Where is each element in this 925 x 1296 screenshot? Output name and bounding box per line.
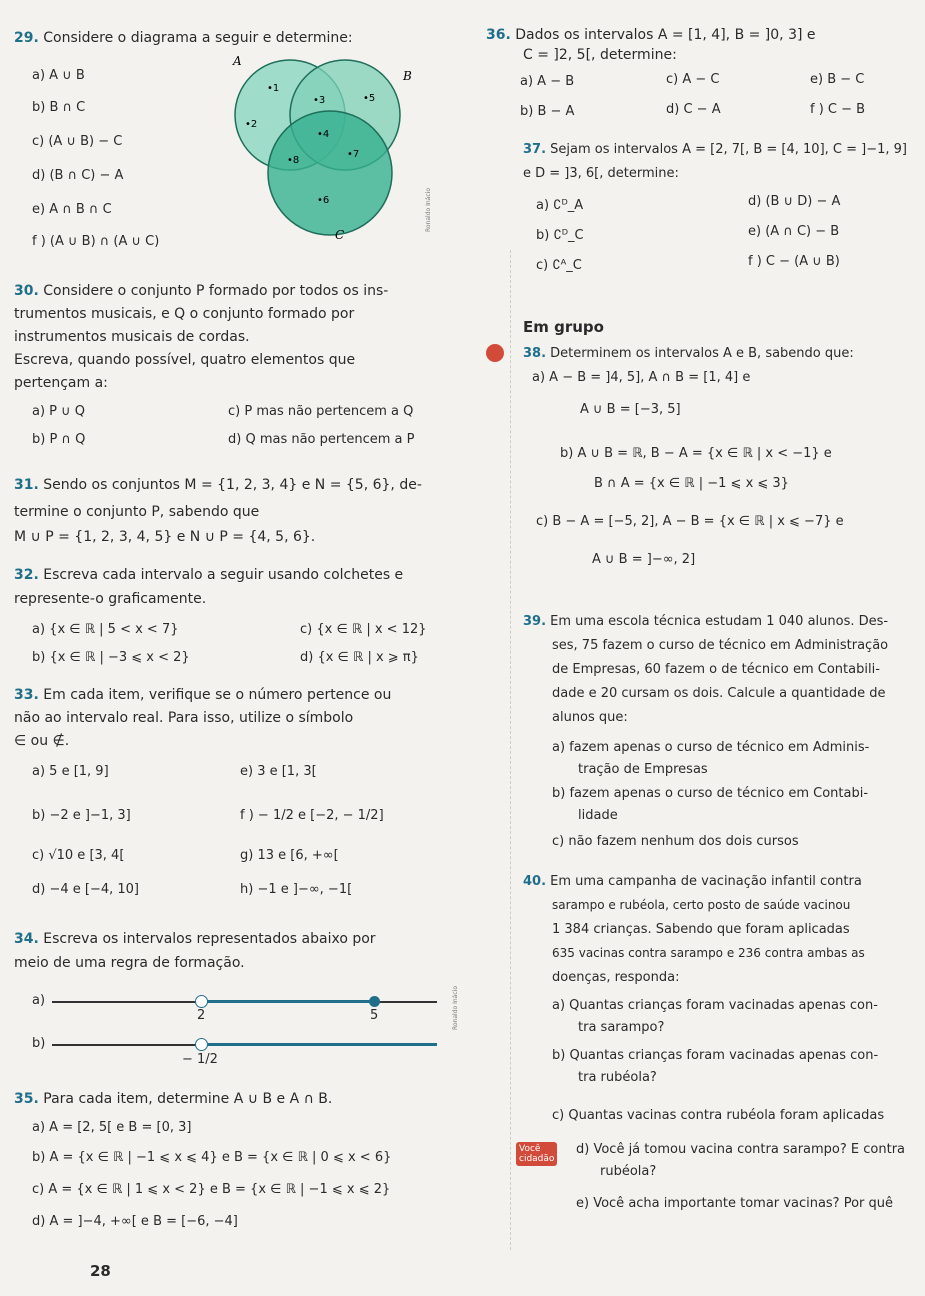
q36-item-d: d) C − A <box>666 102 721 117</box>
q34-a-left: 2 <box>197 1008 206 1023</box>
q38-text-1: Determinem os intervalos A e B, sabendo que: <box>550 346 854 361</box>
q30-text-1: Considere o conjunto P formado por todos os ins- <box>43 283 389 299</box>
venn-point-8: •8 <box>287 155 300 166</box>
q36-item-a: a) A − B <box>520 74 575 89</box>
citizen-badge-line-2: cidadão <box>519 1154 555 1164</box>
q33-item-e: e) 3 e [1, 3[ <box>240 764 317 779</box>
q29-item-a: a) A ∪ B <box>32 68 85 83</box>
q36-line-1 <box>486 26 816 45</box>
closed-point-5-icon <box>369 996 380 1007</box>
q35-item-a: a) A = [2, 5[ e B = [0, 3] <box>32 1120 192 1135</box>
venn-diagram <box>215 55 445 245</box>
q32-line-1 <box>14 566 403 585</box>
q37-number: 37. <box>523 142 547 157</box>
q33-item-f: f ) − 1/2 e [−2, − 1/2] <box>240 808 384 823</box>
q29-item-e: e) A ∩ B ∩ C <box>32 202 112 217</box>
q33-item-a: a) 5 e [1, 9] <box>32 764 109 779</box>
q40-line-3: 1 384 crianças. Sabendo que foram aplicadas <box>552 922 850 937</box>
page-number: 28 <box>90 1262 111 1280</box>
q40-number: 40. <box>523 874 547 889</box>
q40-item-a-1: a) Quantas crianças foram vacinadas apenas con- <box>552 998 878 1013</box>
q30-line-2: trumentos musicais, e Q o conjunto formado por <box>14 306 355 322</box>
venn-point-2: •2 <box>245 119 258 130</box>
q39-item-a-2: tração de Empresas <box>578 762 708 777</box>
q38-number: 38. <box>523 346 547 361</box>
citizen-badge-line-1: Você <box>519 1144 541 1154</box>
q39-line-5: alunos que: <box>552 710 628 725</box>
q38-a-line-1: a) A − B = ]4, 5], A ∩ B = [1, 4] e <box>532 370 751 385</box>
venn-point-4: •4 <box>317 129 330 140</box>
q33-line-3: ∈ ou ∉. <box>14 733 70 749</box>
q39-text-1: Em uma escola técnica estudam 1 040 alunos. Des- <box>550 614 889 629</box>
q36-item-c: c) A − C <box>666 72 720 87</box>
venn-point-3: •3 <box>313 95 326 106</box>
q32-line-2: represente-o graficamente. <box>14 591 207 607</box>
q37-item-e: e) (A ∩ C) − B <box>748 224 840 239</box>
q33-item-c: c) √10 e [3, 4[ <box>32 848 125 863</box>
q31-line-3: M ∪ P = {1, 2, 3, 4, 5} e N ∪ P = {4, 5, 6}. <box>14 529 316 545</box>
q33-line-1 <box>14 686 391 705</box>
q29-text: Considere o diagrama a seguir e determine: <box>43 30 353 46</box>
q32-item-b: b) {x ∈ ℝ | −3 ⩽ x < 2} <box>32 650 190 665</box>
q40-item-d-2: rubéola? <box>600 1164 657 1179</box>
q34-number: 34. <box>14 931 39 947</box>
q33-number: 33. <box>14 687 39 703</box>
question-marker-icon <box>486 344 504 362</box>
venn-point-1: •1 <box>267 83 280 94</box>
citizen-badge-icon <box>516 1142 557 1166</box>
q36-line-2: C = ]2, 5[, determine: <box>523 47 677 63</box>
venn-point-7: •7 <box>347 149 360 160</box>
q40-line-4: 635 vacinas contra sarampo e 236 contra ambas as <box>552 946 865 960</box>
q32-text-1: Escreva cada intervalo a seguir usando colchetes e <box>43 567 404 583</box>
q37-item-f: f ) C − (A ∪ B) <box>748 254 840 269</box>
venn-circle-c <box>268 111 392 235</box>
q34-a-right: 5 <box>370 1008 379 1023</box>
q37-item-d: d) (B ∪ D) − A <box>748 194 841 209</box>
q39-item-b-1: b) fazem apenas o curso de técnico em Contabi- <box>552 786 869 801</box>
q36-text-1: Dados os intervalos A = [1, 4], B = ]0, 3] e <box>515 27 816 43</box>
q40-item-c: c) Quantas vacinas contra rubéola foram aplicadas <box>552 1108 885 1123</box>
q33-text-1: Em cada item, verifique se o número pertence ou <box>43 687 392 703</box>
q31-line-1 <box>14 476 422 495</box>
q30-line-5: pertençam a: <box>14 375 108 391</box>
q37-line-1 <box>523 140 907 159</box>
q39-item-b-2: lidade <box>578 808 618 823</box>
q35-item-b: b) A = {x ∈ ℝ | −1 ⩽ x ⩽ 4} e B = {x ∈ ℝ | 0 ⩽ x < 6} <box>32 1150 392 1165</box>
q30-item-d: d) Q mas não pertencem a P <box>228 432 415 447</box>
q35-text-1: Para cada item, determine A ∪ B e A ∩ B. <box>43 1091 333 1107</box>
q33-item-h: h) −1 e ]−∞, −1[ <box>240 882 353 897</box>
q39-line-3: de Empresas, 60 fazem o de técnico em Contabili- <box>552 662 880 677</box>
q31-line-2: termine o conjunto P, sabendo que <box>14 504 260 520</box>
q37-line-2: e D = ]3, 6[, determine: <box>523 166 679 181</box>
q36-item-e: e) B − C <box>810 72 865 87</box>
group-title: Em grupo <box>523 318 604 336</box>
venn-label-a: A <box>233 55 242 68</box>
q39-number: 39. <box>523 614 547 629</box>
q40-item-b-1: b) Quantas crianças foram vacinadas apenas con- <box>552 1048 879 1063</box>
q29-item-d: d) (B ∩ C) − A <box>32 168 124 183</box>
q34-line-1 <box>14 930 376 949</box>
q32-item-c: c) {x ∈ ℝ | x < 12} <box>300 622 427 637</box>
venn-point-6: •6 <box>317 195 330 206</box>
number-line-a-interval <box>202 1000 374 1003</box>
q31-text-1: Sendo os conjuntos M = {1, 2, 3, 4} e N = {5, 6}, de- <box>43 477 422 493</box>
q40-line-1 <box>523 872 862 891</box>
q39-line-2: ses, 75 fazem o curso de técnico em Administração <box>552 638 889 653</box>
q37-item-a: a) ∁ᴰ_A <box>536 198 584 213</box>
q30-line-1 <box>14 282 388 301</box>
q36-number: 36. <box>486 27 511 43</box>
venn-label-b: B <box>403 69 412 83</box>
venn-credit: Ronaldo Inácio <box>425 188 432 232</box>
q36-item-f: f ) C − B <box>810 102 866 117</box>
q34-a-label: a) <box>32 993 46 1008</box>
q35-line-1 <box>14 1090 332 1109</box>
q40-line-5: doenças, responda: <box>552 970 680 985</box>
q40-item-b-2: tra rubéola? <box>578 1070 657 1085</box>
open-point-2-icon <box>195 995 208 1008</box>
open-point-minus-half-icon <box>195 1038 208 1051</box>
q29-item-c: c) (A ∪ B) − C <box>32 134 123 149</box>
q39-item-a-1: a) fazem apenas o curso de técnico em Adminis- <box>552 740 870 755</box>
q37-item-b: b) ∁ᴰ_C <box>536 228 584 243</box>
q38-b-line-1: b) A ∪ B = ℝ, B − A = {x ∈ ℝ | x < −1} e <box>560 446 832 461</box>
q37-text-1: Sejam os intervalos A = [2, 7[, B = [4, 10], C = ]−1, 9] <box>550 142 907 157</box>
venn-label-c: C <box>335 228 345 242</box>
q29-item-f: f ) (A ∪ B) ∩ (A ∪ C) <box>32 234 160 249</box>
q33-item-b: b) −2 e ]−1, 3] <box>32 808 131 823</box>
q33-item-d: d) −4 e [−4, 10] <box>32 882 139 897</box>
q30-number: 30. <box>14 283 39 299</box>
q35-number: 35. <box>14 1091 39 1107</box>
q34-line-2: meio de uma regra de formação. <box>14 955 245 971</box>
q30-item-b: b) P ∩ Q <box>32 432 86 447</box>
q40-item-e: e) Você acha importante tomar vacinas? Por quê <box>576 1196 894 1211</box>
venn-point-5: •5 <box>363 93 376 104</box>
q29-stem <box>14 30 353 46</box>
q35-item-d: d) A = ]−4, +∞[ e B = [−6, −4] <box>32 1214 238 1229</box>
column-separator <box>510 250 511 1250</box>
q38-line-1 <box>523 344 854 363</box>
q34-text-1: Escreva os intervalos representados abaixo por <box>43 931 376 947</box>
q38-c-line-1: c) B − A = [−5, 2], A − B = {x ∈ ℝ | x ⩽ −7} e <box>536 514 844 529</box>
q32-item-d: d) {x ∈ ℝ | x ⩾ π} <box>300 650 419 665</box>
q38-b-line-2: B ∩ A = {x ∈ ℝ | −1 ⩽ x ⩽ 3} <box>594 476 789 491</box>
q33-item-g: g) 13 e [6, +∞[ <box>240 848 339 863</box>
q40-text-1: Em uma campanha de vacinação infantil contra <box>550 874 862 889</box>
q34-b-left: − 1/2 <box>182 1052 218 1067</box>
q39-line-1 <box>523 612 888 631</box>
q34-credit: Ronaldo Inácio <box>452 986 459 1030</box>
q32-item-a: a) {x ∈ ℝ | 5 < x < 7} <box>32 622 179 637</box>
q35-item-c: c) A = {x ∈ ℝ | 1 ⩽ x < 2} e B = {x ∈ ℝ | −1 ⩽ x ⩽ 2} <box>32 1182 391 1197</box>
q31-number: 31. <box>14 477 39 493</box>
q30-line-3: instrumentos musicais de cordas. <box>14 329 250 345</box>
q30-item-a: a) P ∪ Q <box>32 404 86 419</box>
q36-item-b: b) B − A <box>520 104 575 119</box>
q33-line-2: não ao intervalo real. Para isso, utilize o símbolo <box>14 710 354 726</box>
q39-item-c: c) não fazem nenhum dos dois cursos <box>552 834 799 849</box>
q29-item-b: b) B ∩ C <box>32 100 86 115</box>
q39-line-4: dade e 20 cursam os dois. Calcule a quantidade de <box>552 686 886 701</box>
q38-c-line-2: A ∪ B = ]−∞, 2] <box>592 552 696 567</box>
q40-item-a-2: tra sarampo? <box>578 1020 665 1035</box>
q40-line-2: sarampo e rubéola, certo posto de saúde vacinou <box>552 898 851 912</box>
q29-number: 29. <box>14 30 39 46</box>
q38-a-line-2: A ∪ B = [−3, 5] <box>580 402 681 417</box>
number-line-b-interval <box>204 1043 437 1046</box>
q30-line-4: Escreva, quando possível, quatro elementos que <box>14 352 356 368</box>
q34-b-label: b) <box>32 1036 46 1051</box>
q37-item-c: c) ∁ᴬ_C <box>536 258 582 273</box>
q30-item-c: c) P mas não pertencem a Q <box>228 404 414 419</box>
q40-item-d-1: d) Você já tomou vacina contra sarampo? E contra <box>576 1142 906 1157</box>
q32-number: 32. <box>14 567 39 583</box>
